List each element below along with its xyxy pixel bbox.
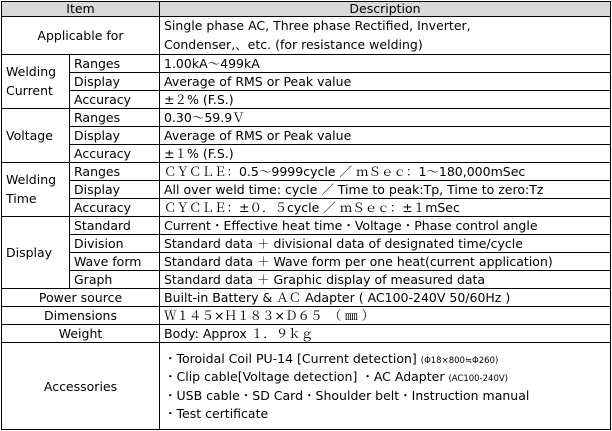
- row-current-ranges: [2, 55, 611, 73]
- row-display-standard: [2, 217, 611, 235]
- weight-value: Body: Approx １．９ｋｇ: [160, 325, 611, 343]
- row-power-source: [2, 289, 611, 307]
- display-section-label: Display: [2, 217, 70, 289]
- current-ranges-value: 1.00kA～499kA: [160, 55, 611, 73]
- display-graph-value: Standard data ＋ Graphic display of measured data: [160, 271, 611, 289]
- time-ranges-value: ＣＹＣＬＥ：0.5～9999cycle ／ ｍＳｅｃ：1～180,000mSec: [160, 163, 611, 181]
- current-display-value: Average of RMS or Peak value: [160, 73, 611, 91]
- welding-time-label-1: Welding: [6, 172, 57, 187]
- applicable-value: [160, 17, 611, 55]
- accessories-line-4: ・Test certificate: [164, 406, 269, 421]
- row-current-accuracy: [2, 91, 611, 109]
- header-description: Description: [160, 2, 611, 17]
- welding-time-label-2: Time: [6, 190, 37, 206]
- row-weight: [2, 325, 611, 343]
- row-display-graph: [2, 271, 611, 289]
- voltage-accuracy-label: Accuracy: [70, 145, 160, 163]
- row-current-display: [2, 73, 611, 91]
- row-display-waveform: [2, 253, 611, 271]
- voltage-display-label: Display: [70, 127, 160, 145]
- row-voltage-display: [2, 127, 611, 145]
- power-source-value: Built-in Battery & ＡＣ Adapter ( AC100-240V 50/60Hz ): [160, 289, 611, 307]
- display-graph-label: Graph: [70, 271, 160, 289]
- row-time-display: [2, 181, 611, 199]
- time-display-label: Display: [70, 181, 160, 199]
- row-voltage-ranges: [2, 109, 611, 127]
- current-accuracy-value: ±２% (F.S.): [160, 91, 611, 109]
- current-ranges-label: Ranges: [70, 55, 160, 73]
- accessories-line-2-main: ・Clip cable[Voltage detection] ・AC Adapter: [164, 369, 449, 384]
- welding-current-label-2: Current: [6, 82, 53, 98]
- voltage-display-value: Average of RMS or Peak value: [160, 127, 611, 145]
- time-accuracy-value: ＣＹＣＬＥ：±０．５cycle ／ ｍＳｅｃ：±１mSec: [160, 199, 611, 217]
- voltage-ranges-label: Ranges: [70, 109, 160, 127]
- header-item: Item: [2, 2, 160, 17]
- accessories-line-2: [164, 368, 606, 387]
- accessories-value: [160, 343, 611, 430]
- display-standard-label: Standard: [70, 217, 160, 235]
- row-accessories: [2, 343, 611, 430]
- power-source-label: Power source: [2, 289, 160, 307]
- accessories-line-1: [164, 350, 606, 369]
- dimensions-value: Ｗ１４５×Ｈ１８３×Ｄ６５ （ ㎜ ）: [160, 307, 611, 325]
- row-time-accuracy: [2, 199, 611, 217]
- row-applicable: [2, 17, 611, 55]
- row-dimensions: [2, 307, 611, 325]
- spec-table: [1, 1, 611, 430]
- display-division-value: Standard data ＋ divisional data of designated time/cycle: [160, 235, 611, 253]
- row-display-division: [2, 235, 611, 253]
- applicable-label: Applicable for: [2, 17, 160, 55]
- display-waveform-label: Wave form: [70, 253, 160, 271]
- voltage-ranges-value: 0.30～59.9Ｖ: [160, 109, 611, 127]
- row-voltage-accuracy: [2, 145, 611, 163]
- accessories-label: Accessories: [2, 343, 160, 430]
- time-accuracy-label: Accuracy: [70, 199, 160, 217]
- applicable-line-1: Single phase AC, Three phase Rectified, Inverter,: [164, 18, 471, 33]
- display-standard-value: Current・Effective heat time・Voltage・Phase control angle: [160, 217, 611, 235]
- welding-current-label-1: Welding: [6, 64, 57, 79]
- voltage-accuracy-value: ±１% (F.S.): [160, 145, 611, 163]
- display-division-label: Division: [70, 235, 160, 253]
- current-display-label: Display: [70, 73, 160, 91]
- time-ranges-label: Ranges: [70, 163, 160, 181]
- accessories-line-2-note: (AC100-240V): [448, 374, 508, 384]
- accessories-line-1-main: ・Toroidal Coil PU-14 [Current detection]: [164, 350, 421, 366]
- row-time-ranges: [2, 163, 611, 181]
- welding-current-label: [2, 55, 70, 109]
- welding-time-label: [2, 163, 70, 217]
- display-waveform-value: Standard data ＋ Wave form per one heat(current application): [160, 253, 611, 271]
- accessories-line-3: ・USB cable・SD Card・Shoulder belt・Instruction manual: [164, 387, 530, 403]
- accessories-line-1-note: (Φ18×800≒Φ260): [420, 355, 499, 366]
- applicable-line-2: Condenser,、etc. (for resistance welding): [164, 36, 423, 52]
- current-accuracy-label: Accuracy: [70, 91, 160, 109]
- time-display-value: All over weld time: cycle ／ Time to peak:Tp, Time to zero:Tz: [160, 181, 611, 199]
- dimensions-label: Dimensions: [2, 307, 160, 325]
- voltage-label: Voltage: [2, 109, 70, 163]
- weight-label: Weight: [2, 325, 160, 343]
- header-row: [2, 2, 611, 17]
